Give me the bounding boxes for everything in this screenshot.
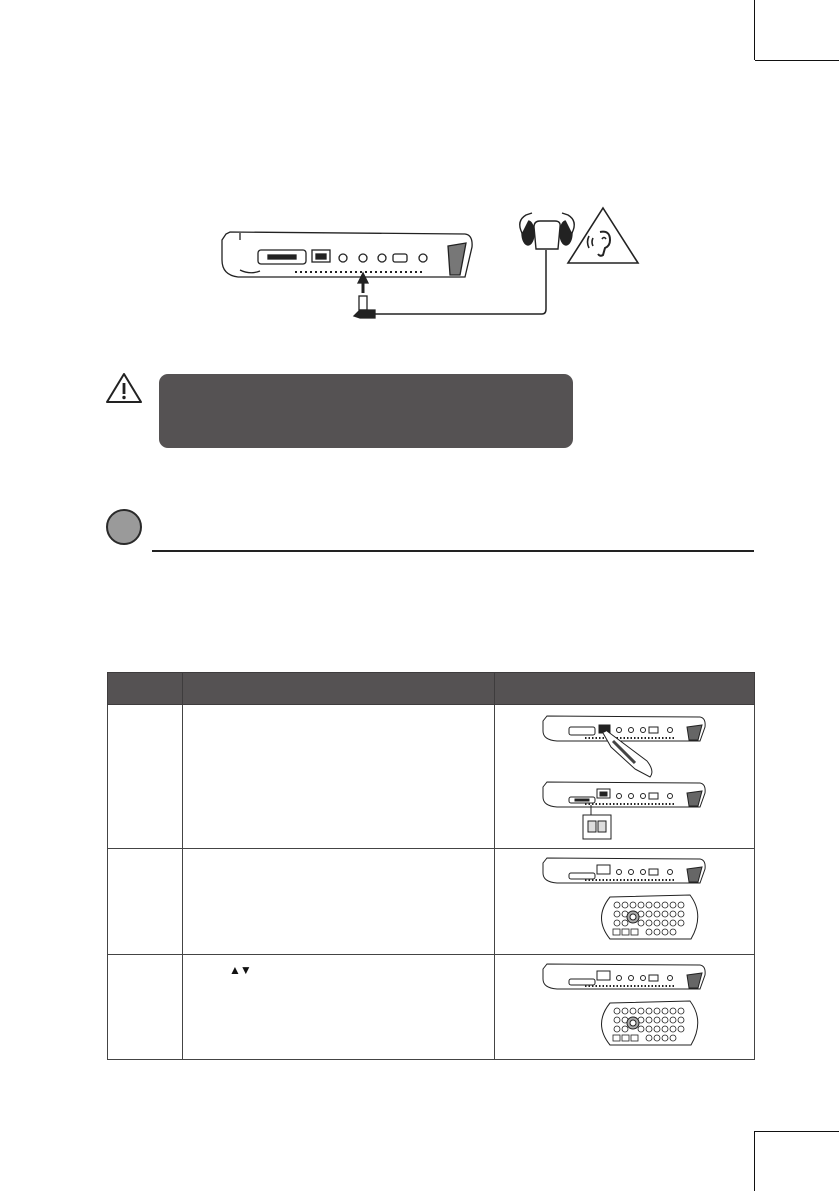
description-cell: [183, 705, 495, 849]
table-header-row: [108, 673, 755, 705]
header-step: [108, 673, 183, 705]
illustration-cell: [495, 955, 755, 1060]
illustration-cell: [495, 849, 755, 955]
step-cell: [108, 849, 183, 955]
crop-mark-bottom-right-v: [754, 1131, 755, 1191]
remote-control-illustration: [495, 849, 753, 954]
crop-mark-top-right-h: [755, 60, 839, 61]
crop-mark-bottom-right-h: [755, 1131, 839, 1132]
usb-insert-illustration: [495, 705, 753, 848]
table-row: [108, 849, 755, 955]
table-row: [108, 705, 755, 849]
steps-table: [107, 672, 755, 1060]
header-illustration: [495, 673, 755, 705]
caution-triangle-icon: [104, 371, 144, 405]
description-cell: [183, 955, 495, 1060]
player-side-panel: [222, 232, 472, 277]
section-divider: [152, 550, 754, 552]
illustration-cell: [495, 705, 755, 849]
step-cell: [108, 955, 183, 1060]
step-cell: [108, 705, 183, 849]
header-description: [183, 673, 495, 705]
description-cell: [183, 849, 495, 955]
table-row: [108, 955, 755, 1060]
earphones-icon: [520, 213, 575, 249]
remote-control-illustration: [495, 955, 753, 1059]
warning-message-box: [159, 374, 573, 448]
hearing-warning-icon: [568, 208, 638, 263]
up-down-arrow-icon: ▲▼: [229, 963, 251, 977]
crop-mark-top-right-v: [754, 0, 755, 60]
player-earphone-diagram: [210, 205, 650, 330]
section-number-badge: [106, 509, 142, 545]
